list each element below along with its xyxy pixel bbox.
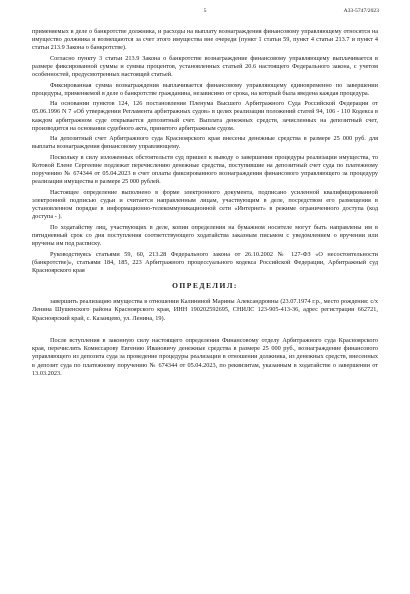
paragraph: По ходатайству лиц, участвующих в деле, копии определения на бумажном носителе могут быть направлены им в пятидневный срок со дня поступления соответствующего ходатайства заказным письмом с уведомлением о вручении или вручены им под расписку. — [32, 223, 378, 248]
document-body — [32, 28, 378, 378]
paragraph: На основании пунктов 124, 126 постановления Пленума Высшего Арбитражного Суда Российской Федерации от 05.06.1996 N 7 «Об утверждении Регламента арбитражных судов» в целях реализации положений статей 94, 106 - 110 Кодекса в каждом арбитражном суде открывается депозитный счет. Выплата денежных средств, зачисленных на депозитный счет, производится на основании судебного акта, принятого арбитражным судом. — [32, 100, 378, 132]
page-number: 5 — [203, 8, 207, 14]
spacer — [32, 325, 378, 337]
paragraph: Руководствуясь статьями 59, 60, 213.28 Федерального закона от 26.10.2002 № 127-ФЗ «О несостоятельности (банкротстве)», статьями 184, 185, 223 Арбитражного процессуального кодекса Российской Федерации, Арбитражный суд Красноярского края — [32, 250, 378, 274]
paragraph: применяемых в деле о банкротстве должника, и расходы на выплату вознаграждения финансовому управляющему относятся на имущество должника и возмещаются за счет этого имущества вне очереди (пункт 1 статьи 59, пункт 4 статьи 213.7 и пункт 4 статьи 213.9 Закона о банкротстве). — [32, 28, 378, 52]
paragraph: Поскольку в силу изложенных обстоятельств суд пришел к выводу о завершении процедуры реализации имущества, то Котовой Елене Сергеевне подлежат перечислению денежные средства, поступившие на депозитный счет суда по платежному поручению № 674344 от 05.04.2023 в счет оплаты фиксированного вознаграждения финансового управляющего за процедуру реализации имущества в размере 25 000 рублей. — [32, 153, 378, 186]
case-number: А33-5747/2023 — [343, 8, 379, 14]
paragraph: Настоящее определение выполнено в форме электронного документа, подписано усиленной квалифицированной электронной подписью судьи и считается направленным лицам, участвующим в деле, посредством его размещения в установленном порядке в информационно-телекоммуникационной сети «Интернет» в режиме ограниченного доступа (код доступа - ). — [32, 188, 378, 221]
ruling-paragraph: завершить реализацию имущества в отношении Калининой Марины Александровны (23.07.1974 г.р., место рождения: с/х Ленина Шушенского района Красноярского края, ИНН 190202592695, СНИЛС 123-905-413-36, адрес регистрации 662721, Красноярский край, с. Казанцево, ул. Ленина, 19). — [32, 298, 378, 322]
paragraph: Согласно пункту 3 статьи 213.9 Закона о банкротстве вознаграждение финансовому управляющему выплачивается в размере фиксированной суммы и суммы процентов, установленных статьей 20.6 настоящего Федерального закона, с учетом особенностей, предусмотренных настоящей статьей. — [32, 54, 378, 79]
paragraph: На депозитный счет Арбитражного суда Красноярского края внесены денежные средства в размере 25 000 руб. для выплаты вознаграждения финансовому управляющему. — [32, 135, 378, 151]
paragraph: Фиксированная сумма вознаграждения выплачивается финансовому управляющему единовременно по завершении процедуры, применяемой в деле о банкротстве гражданина, независимо от срока, на который была введена каждая процедура. — [32, 81, 378, 97]
ruling-heading: ОПРЕДЕЛИЛ: — [172, 281, 238, 291]
ruling-paragraph: После вступления в законную силу настоящего определения Финансовому отделу Арбитражного суда Красноярского края, перечислить Комиссарову Евгению Ивановичу денежные средства в размере 25 000 руб., вознаграждение финансового управляющего из депозита суда за проведение процедуры реализации в отношении должника, из денежных средств, внесенных в депозит суда по платежному поручению № 674344 от 05.04.2023, по реквизитам, указанным в ходатайстве о завершении от 13.03.2023. — [32, 336, 378, 377]
